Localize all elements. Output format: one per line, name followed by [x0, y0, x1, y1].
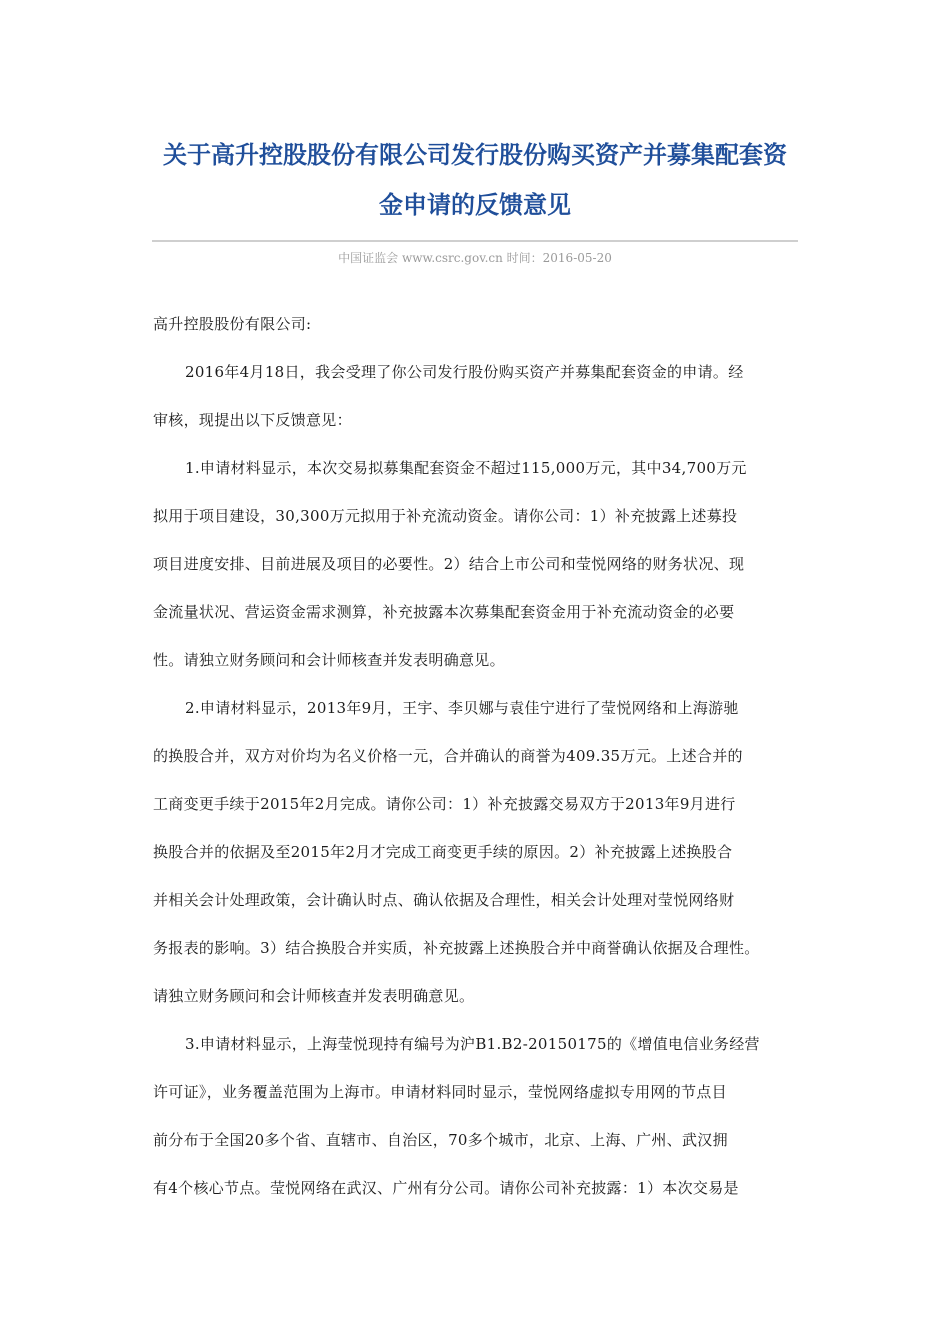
- paragraph-line: 请独立财务顾问和会计师核查并发表明确意见。: [153, 987, 475, 1005]
- document-body: [153, 311, 805, 1202]
- paragraph-line: 的换股合并，双方对价均为名义价格一元，合并确认的商誉为409.35万元。上述合并的: [153, 747, 743, 765]
- paragraph-line: 2.申请材料显示，2013年9月，王宇、李贝娜与袁佳宁进行了莹悦网络和上海游驰: [185, 699, 739, 717]
- paragraph-intro: [153, 359, 805, 434]
- paragraph-line: 工商变更手续于2015年2月完成。请你公司：1）补充披露交易双方于2013年9月进行: [153, 795, 736, 813]
- paragraph-line: 换股合并的依据及至2015年2月才完成工商变更手续的原因。2）补充披露上述换股合: [153, 843, 733, 861]
- paragraph-line: 审核，现提出以下反馈意见：: [153, 411, 352, 429]
- salutation: 高升控股股份有限公司:: [153, 315, 312, 333]
- title-line-1: 关于高升控股股份有限公司发行股份购买资产并募集配套资: [163, 141, 787, 169]
- paragraph-line: 3.申请材料显示，上海莹悦现持有编号为沪B1.B2-20150175的《增值电信业务经营: [185, 1035, 760, 1053]
- paragraph-line: 许可证》，业务覆盖范围为上海市。申请材料同时显示，莹悦网络虚拟专用网的节点目: [153, 1083, 727, 1101]
- title-divider: [152, 240, 798, 242]
- source-and-date: 中国证监会 www.csrc.gov.cn 时间：2016-05-20: [338, 251, 612, 265]
- paragraph-line: 务报表的影响。3）结合换股合并实质，补充披露上述换股合并中商誉确认依据及合理性。: [153, 939, 760, 957]
- paragraph-line: 项目进度安排、目前进展及项目的必要性。2）结合上市公司和莹悦网络的财务状况、现: [153, 555, 745, 573]
- paragraph-line: 1.申请材料显示，本次交易拟募集配套资金不超过115,000万元，其中34,700万元: [185, 459, 747, 477]
- title-line-2: 金申请的反馈意见: [379, 191, 571, 219]
- paragraph-line: 并相关会计处理政策，会计确认时点、确认依据及合理性，相关会计处理对莹悦网络财: [153, 891, 735, 909]
- paragraph-line: 金流量状况、营运资金需求测算，补充披露本次募集配套资金用于补充流动资金的必要: [153, 603, 735, 621]
- paragraph-item-2: [153, 695, 805, 1010]
- paragraph-item-3: [153, 1031, 805, 1202]
- paragraph-item-1: [153, 455, 805, 674]
- paragraph-line: 有4个核心节点。莹悦网络在武汉、广州有分公司。请你公司补充披露：1）本次交易是: [153, 1179, 739, 1197]
- paragraph-line: 拟用于项目建设，30,300万元拟用于补充流动资金。请你公司：1）补充披露上述募投: [153, 507, 738, 525]
- paragraph-line: 2016年4月18日，我会受理了你公司发行股份购买资产并募集配套资金的申请。经: [185, 363, 744, 381]
- paragraph-line: 前分布于全国20多个省、直辖市、自治区，70多个城市，北京、上海、广州、武汉拥: [153, 1131, 728, 1149]
- document-title: [150, 130, 800, 230]
- paragraph-line: 性。请独立财务顾问和会计师核查并发表明确意见。: [153, 651, 505, 669]
